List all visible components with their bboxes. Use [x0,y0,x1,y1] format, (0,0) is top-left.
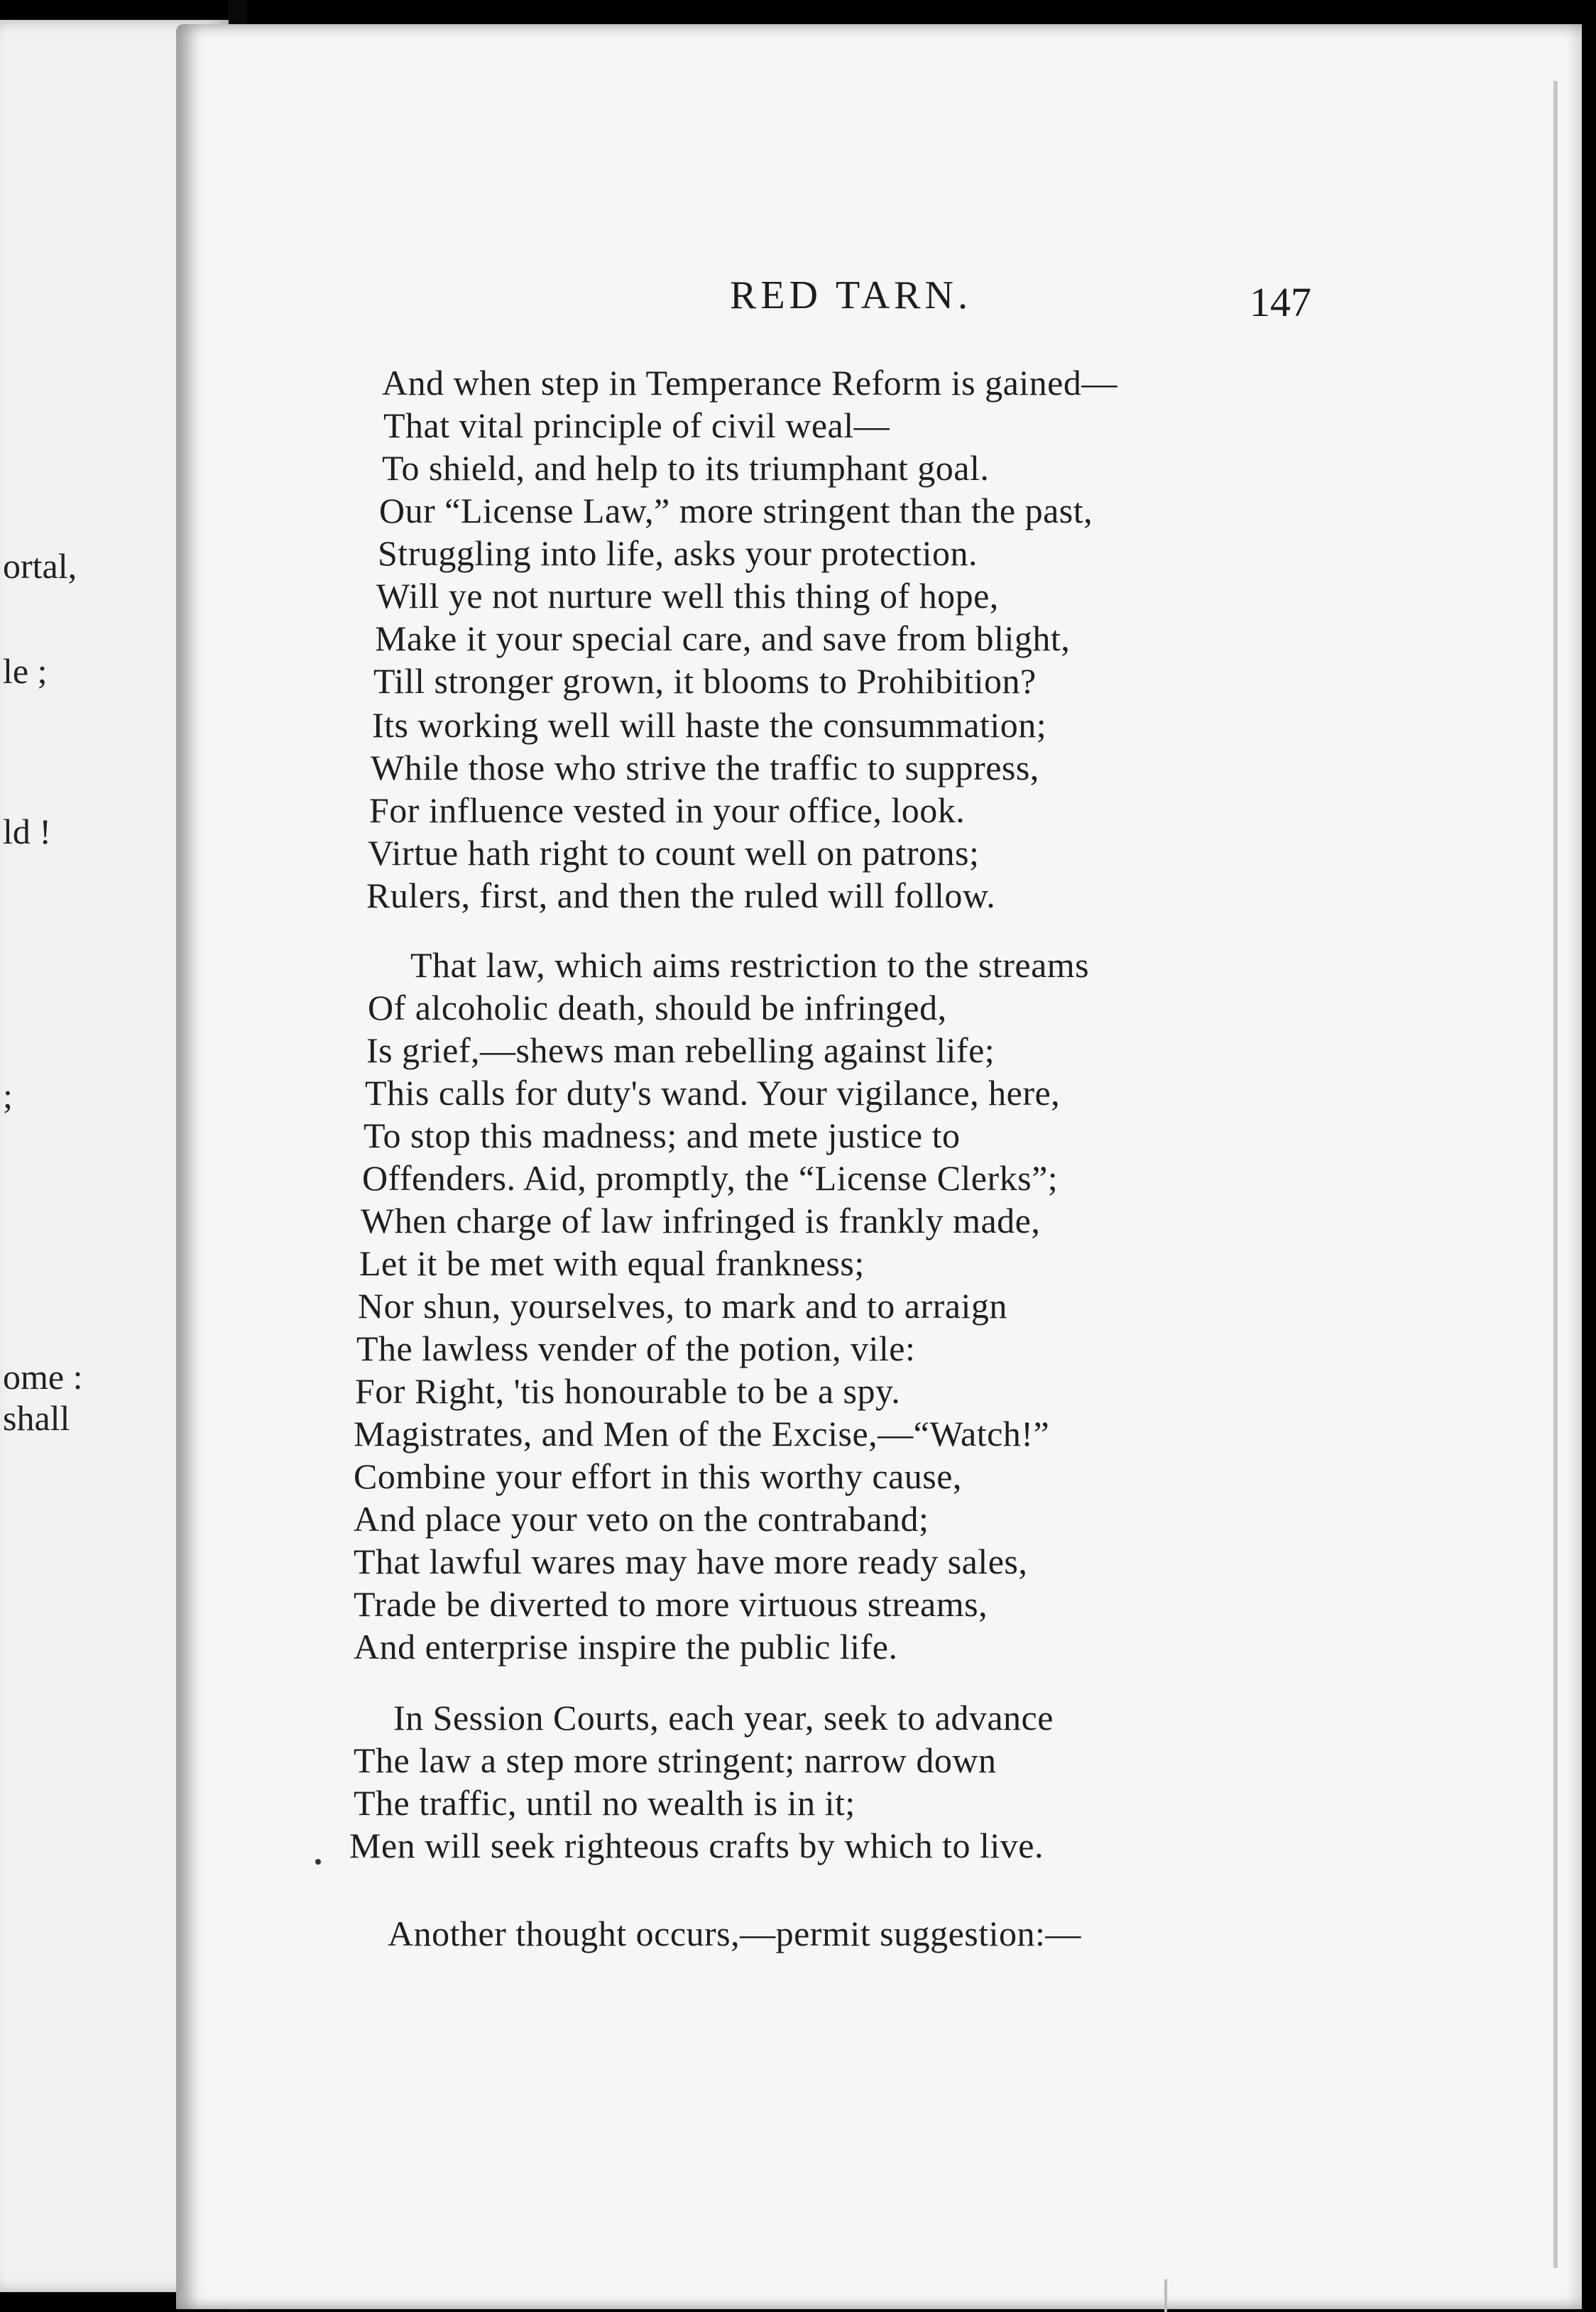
left-page-fragment: ome : [3,1357,83,1397]
poem-line: Is grief,—shews man rebelling against life; [366,1030,995,1070]
poem-line: Make it your special care, and save from blight, [375,618,1071,658]
poem-line: And enterprise inspire the public life. [354,1627,898,1667]
poem-line: Let it be met with equal frankness; [359,1243,865,1283]
poem-line: In Session Courts, each year, seek to advance [393,1698,1054,1738]
poem-line: Magistrates, and Men of the Excise,—“Watch!” [354,1414,1050,1454]
right-page [176,24,1582,2309]
poem-line: Our “License Law,” more stringent than the past, [379,491,1093,530]
poem-line: Nor shun, yourselves, to mark and to arraign [358,1286,1007,1326]
running-head: RED TARN. [730,273,972,317]
scan-artifact [1164,2279,1181,2312]
poem-line: Rulers, first, and then the ruled will follow. [366,876,996,915]
left-page-fragment: ortal, [3,546,77,586]
poem-line: Offenders. Aid, promptly, the “License Clerks”; [362,1158,1059,1198]
poem-line: Struggling into life, asks your protection. [378,533,978,573]
page-edge [1553,81,1558,2268]
poem-line: Another thought occurs,—permit suggestion:— [388,1914,1081,1953]
poem-line: When charge of law infringed is frankly made, [361,1201,1041,1240]
left-page-fragment: ; [3,1076,13,1116]
poem-line: Trade be diverted to more virtuous streams, [354,1584,988,1624]
poem-line: Till stronger grown, it blooms to Prohibition? [373,661,1037,701]
poem-line: The lawless vender of the potion, vile: [356,1329,916,1368]
left-page-fragment: le ; [3,651,48,691]
poem-line: Will ye not nurture well this thing of hope, [376,576,999,616]
poem-line: The law a step more stringent; narrow down [354,1740,997,1780]
poem-line: That lawful wares may have more ready sales, [354,1542,1028,1581]
poem-line: To stop this madness; and mete justice to [364,1116,961,1155]
poem-line: For Right, 'tis honourable to be a spy. [355,1371,901,1411]
poem-line: That law, which aims restriction to the streams [410,945,1090,985]
poem-line: While those who strive the traffic to suppress, [371,748,1039,787]
left-page-fragment: shall [3,1398,70,1438]
poem-line: Virtue hath right to count well on patrons; [368,833,980,873]
poem-line: To shield, and help to its triumphant goal. [382,448,990,488]
print-speck [315,1859,321,1865]
page-number: 147 [1250,279,1311,325]
poem-line: That vital principle of civil weal— [383,405,890,445]
poem-line: Men will seek righteous crafts by which to live. [349,1826,1044,1865]
poem-line: For influence vested in your office, look. [369,790,966,830]
poem-line: The traffic, until no wealth is in it; [354,1783,856,1823]
poem-line: Its working well will haste the consummation; [372,705,1047,745]
left-page-fragment: ld ! [3,812,52,851]
poem-line: This calls for duty's wand. Your vigilance, here, [365,1073,1061,1113]
poem-line: Combine your effort in this worthy cause, [354,1456,962,1496]
poem-line: And place your veto on the contraband; [354,1499,929,1539]
poem-line: And when step in Temperance Reform is gained— [382,363,1117,403]
poem-line: Of alcoholic death, should be infringed, [368,988,947,1027]
